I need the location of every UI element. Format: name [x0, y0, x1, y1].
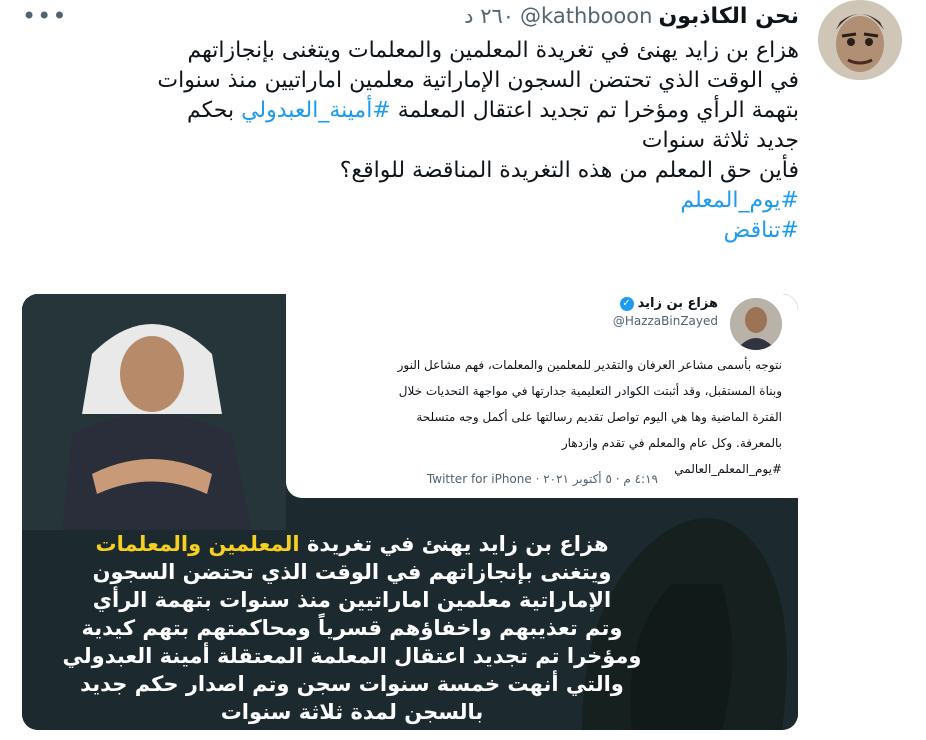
verified-icon: ✓	[620, 297, 634, 311]
overlay-line: وتم تعذيبهم واخفاؤهم قسرياً ومحاكمتهم بتهم كيدية	[81, 616, 623, 640]
hashtag-link[interactable]: #تناقض	[723, 218, 799, 243]
more-options-icon[interactable]: •••	[22, 2, 68, 30]
tweet-text-line: هزاع بن زايد يهنئ في تغريدة المعلمين والمعلمات ويتغنى بإنجازاتهم	[187, 38, 799, 63]
tweet-text-segment: بتهمة الرأي ومؤخرا تم تجديد اعتقال المعلمة	[397, 98, 799, 123]
overlay-line: ويتغنى بإنجازاتهم في الوقت الذي تحتضن السجون	[92, 560, 612, 584]
tweet-body	[19, 36, 799, 246]
media-overlay-text	[42, 530, 662, 726]
tweet-header	[464, 0, 799, 32]
tweet-text-line: فأين حق المعلم من هذه التغريدة المناقضة للواقع؟	[339, 158, 799, 183]
quoted-text-line: نتوجه بأسمى مشاعر العرفان والتقدير للمعلمين والمعلمات، فهم مشاعل النور	[397, 358, 782, 372]
overlay-line	[42, 530, 662, 558]
overlay-line: ومؤخرا تم تجديد اعتقال المعلمة المعتقلة أمينة العبدولي	[62, 644, 642, 668]
hashtag-link[interactable]: #أمينة_العبدولي	[241, 98, 391, 123]
tweet-text-line: جديد ثلاثة سنوات	[641, 128, 799, 153]
quoted-hashtag: #يوم_المعلم_العالمي	[674, 462, 782, 476]
author-handle[interactable]: @kathbooon	[520, 4, 653, 28]
overlay-highlight: المعلمين والمعلمات	[95, 532, 300, 556]
author-avatar[interactable]	[818, 0, 902, 80]
tweet-text-line	[19, 96, 799, 126]
hashtag-link[interactable]: #يوم_المعلم	[680, 188, 799, 213]
tweet-text-line: في الوقت الذي تحتضن السجون الإماراتية معلمين اماراتيين منذ سنوات	[157, 68, 799, 93]
overlay-line: الإماراتية معلمين اماراتيين منذ سنوات بتهمة الرأي	[92, 588, 612, 612]
overlay-line: بالسجن لمدة ثلاثة سنوات	[220, 700, 484, 724]
quoted-author-name	[620, 296, 718, 311]
overlay-segment: هزاع بن زايد يهنئ في تغريدة	[306, 532, 609, 556]
tweet-text-segment: بحكم	[186, 98, 235, 123]
overlay-line: والتي أنهت خمسة سنوات سجن وتم اصدار حكم جديد	[80, 672, 624, 696]
tweet-media-image[interactable]	[22, 294, 798, 730]
quoted-name-text: هزاع بن زايد	[637, 296, 718, 311]
quoted-text	[302, 352, 782, 482]
quoted-text-line: بالمعرفة. وكل عام والمعلم في تقدم وازدهار	[561, 436, 782, 450]
quoted-text-line: وبناة المستقبل، وقد أثبتت الكوادر التعليمية جدارتها في مواجهة التحديات خلال	[398, 384, 782, 398]
author-name[interactable]: نحن الكاذبون	[658, 3, 799, 29]
quoted-avatar	[730, 298, 782, 350]
tweet-time[interactable]: ٢٦٠ د	[464, 4, 515, 28]
quoted-handle: @HazzaBinZayed	[612, 314, 718, 328]
quoted-meta: ٤:١٩ م · ٥ أكتوبر ٢٠٢١ · Twitter for iPhone	[426, 472, 658, 486]
quoted-text-line: الفترة الماضية وها هي اليوم تواصل تقديم رسالتها على أكمل وجه متسلحة	[416, 410, 782, 424]
quoted-tweet-card	[286, 294, 798, 498]
